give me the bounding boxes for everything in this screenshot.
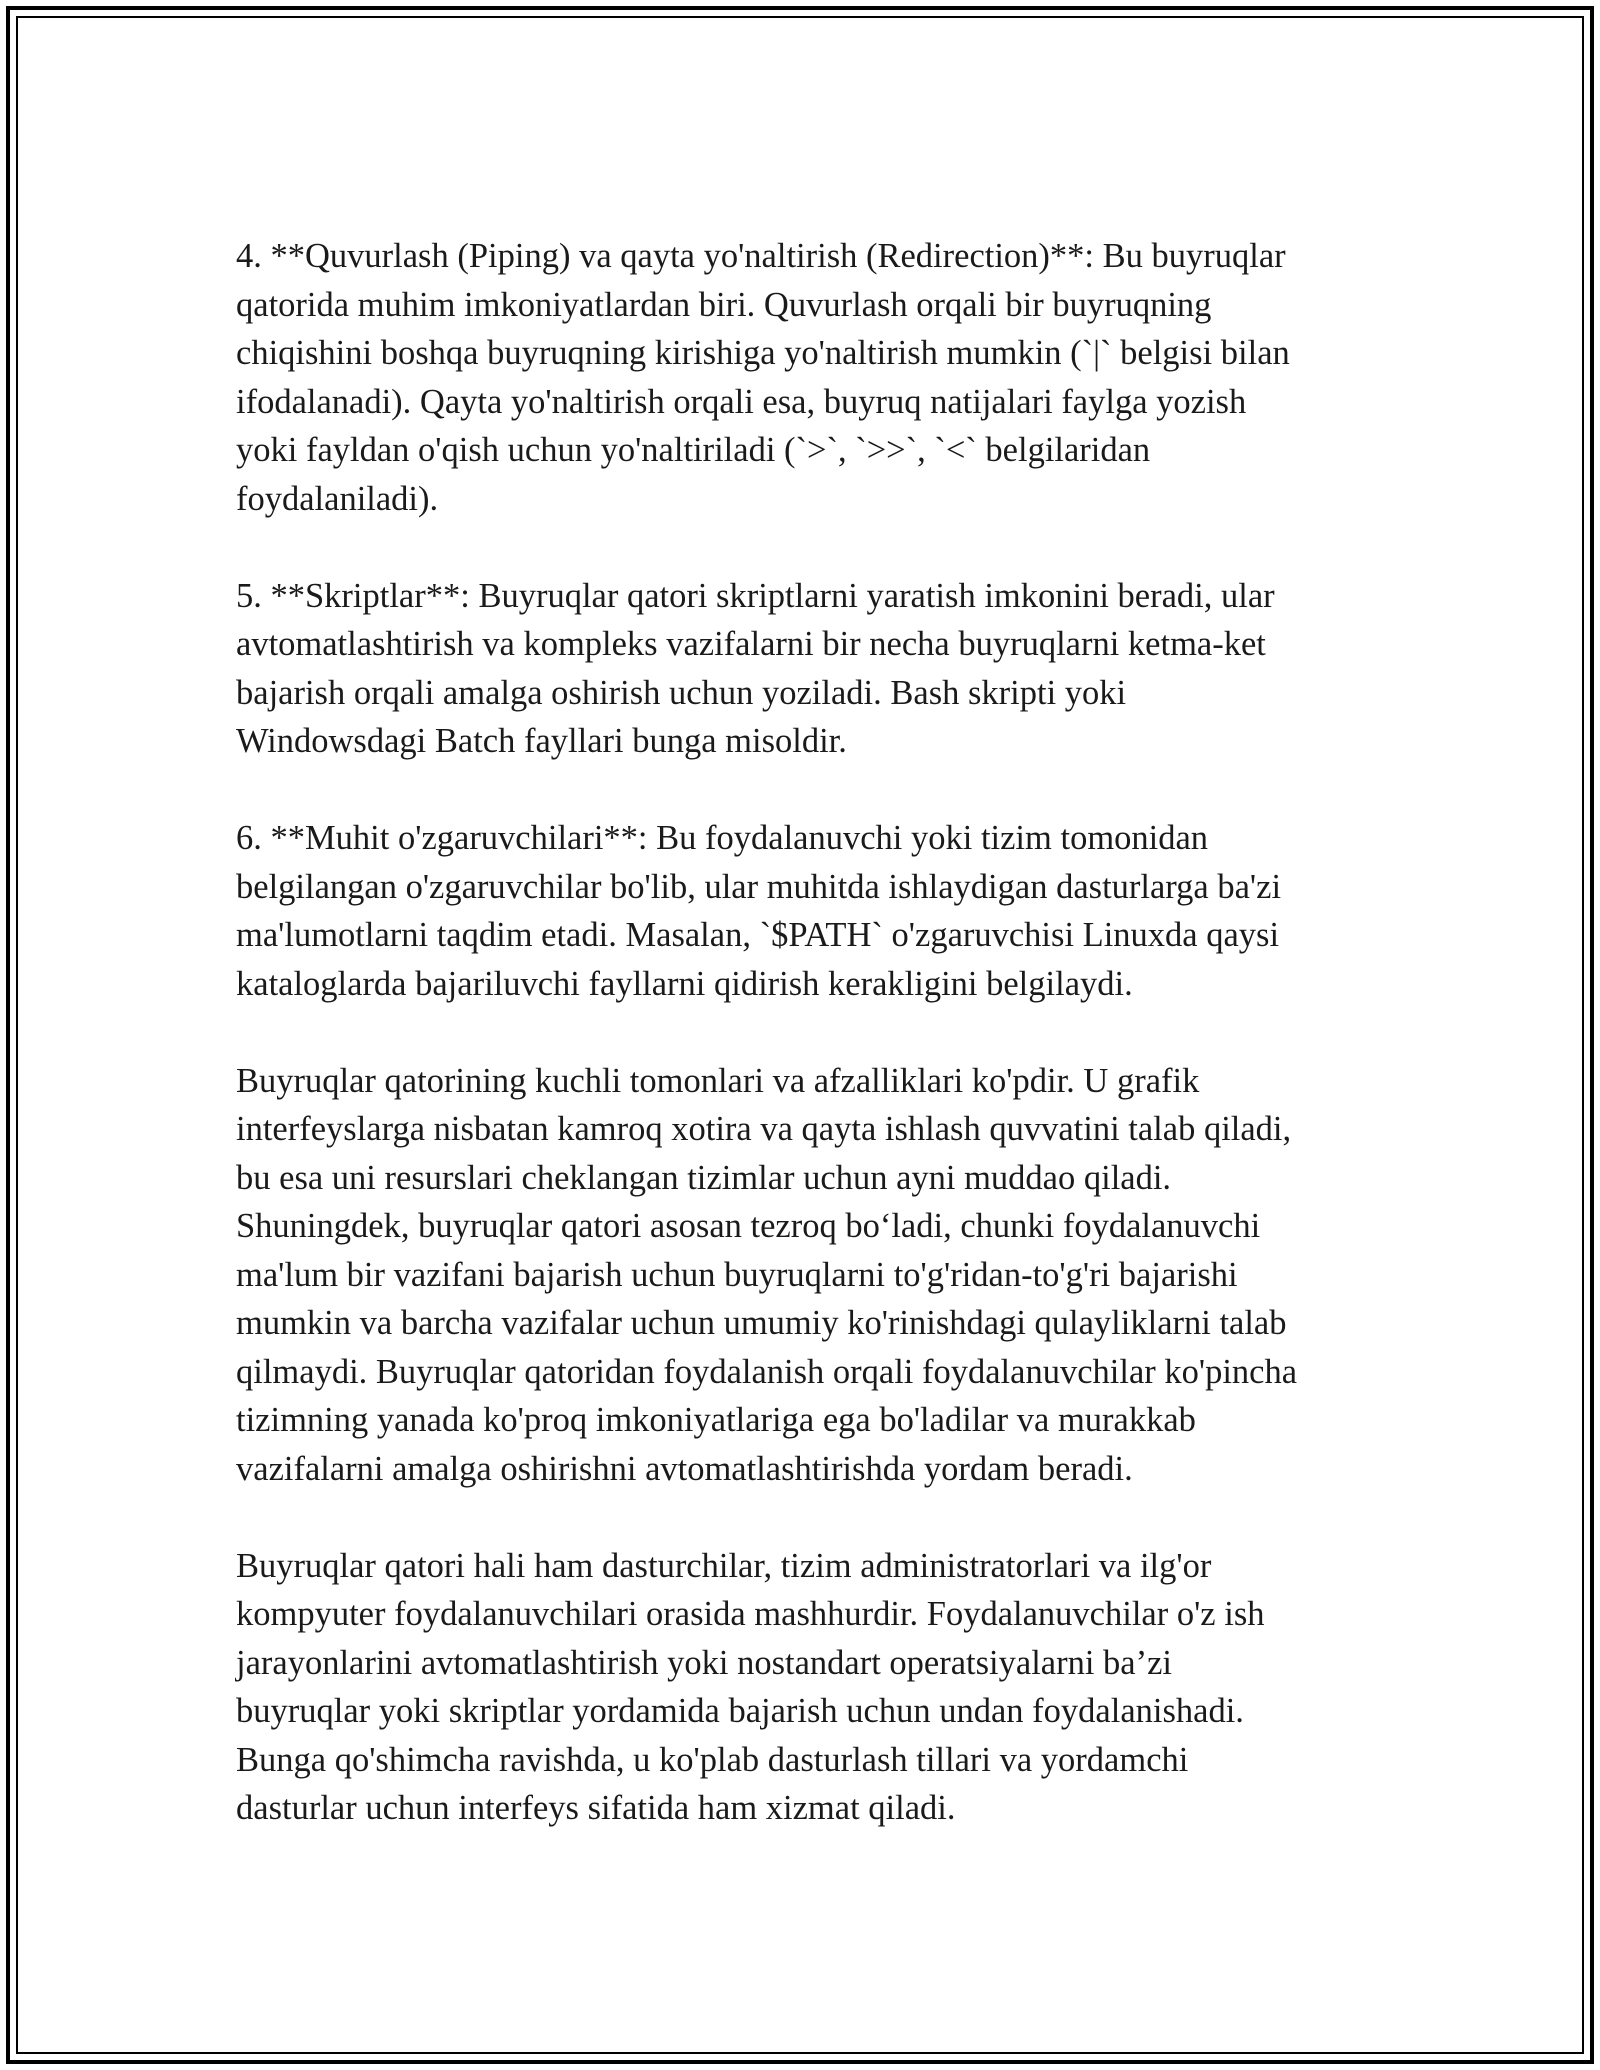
paragraph-popularity: Buyruqlar qatori hali ham dasturchilar, tizim administratorlari va ilg'or kompyuter foydalanuvchilari orasida mashhurdir. Foydalanuvchilar o'z ish jarayonlarini avtomatlashtirish yoki nostandart operatsiyalarni ba’zi buyruqlar yoki skriptlar yordamida bajarish uchun undan foydalanishadi. Bunga qo'shimcha ravishda, u ko'plab dasturlash tillari va yordamchi dasturlar uchun interfeys sifatida ham xizmat qiladi.: [236, 1546, 1265, 1827]
paragraph-scripts: 5. **Skriptlar**: Buyruqlar qatori skriptlarni yaratish imkonini beradi, ular avtomatlashtirish va kompleks vazifalarni bir necha buyruqlarni ketma-ket bajarish orqali amalga oshirish uchun yoziladi. Bash skripti yoki Windowsdagi Batch fayllari bunga misoldir.: [236, 576, 1275, 760]
paragraph-advantages: Buyruqlar qatorining kuchli tomonlari va afzalliklari ko'pdir. U grafik interfeyslarga nisbatan kamroq xotira va qayta ishlash quvvatini talab qiladi, bu esa uni resurslari cheklangan tizimlar uchun ayni muddao qiladi. Shuningdek, buyruqlar qatori asosan tezroq bo‘ladi, chunki foydalanuvchi ma'lum bir vazifani bajarish uchun buyruqlarni to'g'ridan-to'g'ri bajarishi mumkin va barcha vazifalar uchun umumiy ko'rinishdagi qulayliklarni talab qilmaydi. Buyruqlar qatoridan foydalanish orqali foydalanuvchilar ko'pincha tizimning yanada ko'proq imkoniyatlariga ega bo'ladilar va murakkab vazifalarni amalga oshirishni avtomatlashtirishda yordam beradi.: [236, 1061, 1298, 1488]
paragraph-piping-redirection: 4. **Quvurlash (Piping) va qayta yo'naltirish (Redirection)**: Bu buyruqlar qatorida muhim imkoniyatlardan biri. Quvurlash orqali bir buyruqning chiqishini boshqa buyruqning kirishiga yo'naltirish mumkin (`|` belgisi bilan ifodalanadi). Qayta yo'naltirish orqali esa, buyruq natijalari faylga yozish yoki fayldan o'qish uchun yo'naltiriladi (`>`, `>>`, `<` belgilaridan foydalaniladi).: [236, 237, 1290, 518]
document-body: [236, 232, 1368, 1833]
paragraph-environment-variables: 6. **Muhit o'zgaruvchilari**: Bu foydalanuvchi yoki tizim tomonidan belgilangan o'zgaruvchilar bo'lib, ular muhitda ishlaydigan dasturlarga ba'zi ma'lumotlarni taqdim etadi. Masalan, `$PATH` o'zgaruvchisi Linuxda qaysi kataloglarda bajariluvchi fayllarni qidirish kerakligini belgilaydi.: [236, 819, 1282, 1003]
